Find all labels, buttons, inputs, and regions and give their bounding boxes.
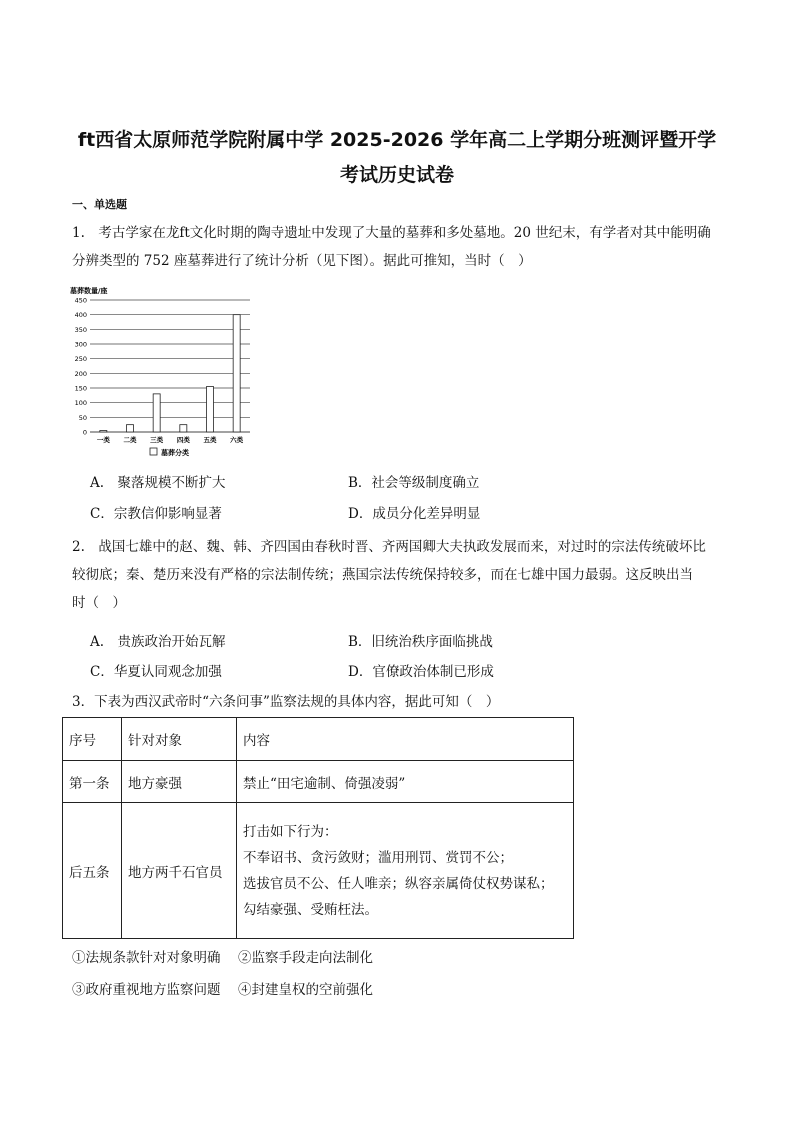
y-tick-label: 100	[74, 399, 87, 408]
q3-statement-2: ②监察手段走向法制化	[238, 950, 373, 966]
q2-stem-line1: 2. 战国七雄中的赵、魏、韩、齐四国由春秋时晋、齐两国卿大夫执政发展而来，对过时的宗法传统破坏比	[72, 539, 706, 555]
table-row	[63, 803, 574, 939]
q2-stem-line3: 时（ ）	[72, 595, 126, 611]
chart-y-ticks	[75, 297, 87, 437]
q3-statement-1: ①法规条款针对对象明确	[72, 950, 221, 966]
x-tick-label: 四类	[176, 436, 190, 444]
bar	[207, 387, 214, 432]
q2-option-b[interactable]: B．旧统治秩序面临挑战	[348, 634, 493, 650]
x-tick-label: 三类	[150, 436, 164, 444]
q1-stem-line2: 分辨类型的 752 座墓葬进行了统计分析（见下图）。据此可推知，当时（ ）	[72, 253, 532, 269]
x-tick-label: 六类	[230, 436, 244, 444]
y-tick-label: 50	[78, 413, 87, 422]
legend-label: 墓葬分类	[161, 449, 189, 457]
x-tick-label: 五类	[203, 436, 217, 444]
table-cell-target: 地方两千石官员	[122, 803, 237, 939]
tomb-bar-chart	[68, 284, 268, 464]
bar	[127, 425, 134, 432]
exam-title-line1: ft西省太原师范学院附属中学 2025-2026 学年高二上学期分班测评暨开学	[77, 129, 717, 151]
chart-x-ticks	[97, 435, 244, 444]
y-tick-label: 0	[82, 428, 87, 437]
x-tick-label: 一类	[96, 436, 110, 444]
y-tick-label: 150	[74, 384, 87, 393]
content-line: 打击如下行为：	[243, 823, 338, 840]
q1-stem	[72, 219, 722, 275]
exam-title-line2: 考试历史试卷	[339, 164, 454, 186]
y-tick-label: 300	[74, 340, 87, 349]
content-line: 选拔官员不公、任人唯亲；纵容亲属倚仗权势谋私；	[243, 875, 554, 892]
q1-option-d[interactable]: D．成员分化差异明显	[348, 506, 481, 522]
q3-statement-4: ④封建皇权的空前强化	[238, 982, 373, 998]
table-header-target: 针对对象	[122, 718, 237, 761]
q2-option-c[interactable]: C．华夏认同观念加强	[90, 664, 222, 680]
q3-statement-3: ③政府重视地方监察问题	[72, 982, 221, 998]
q1-option-b[interactable]: B．社会等级制度确立	[348, 475, 480, 491]
table-header-row	[63, 718, 574, 761]
y-tick-label: 200	[74, 369, 87, 378]
y-tick-label: 400	[74, 311, 87, 320]
q2-stem-line2: 较彻底；秦、楚历来没有严格的宗法制传统；燕国宗法传统保持较多，而在七雄中国力最弱。这反映出当	[72, 567, 693, 583]
section-heading: 一、单选题	[72, 198, 127, 211]
content-line: 勾结豪强、受贿枉法。	[243, 901, 378, 918]
q3-stem: 3．下表为西汉武帝时“六条问事”监察法规的具体内容，据此可知（ ）	[72, 694, 500, 710]
chart-y-axis-label: 墓葬数量/座	[70, 287, 108, 295]
table-cell-content: 禁止“田宅逾制、倚强凌弱”	[237, 761, 574, 803]
bar	[180, 425, 187, 432]
bar	[233, 315, 240, 432]
y-tick-label: 450	[74, 296, 87, 305]
table-cell-content	[237, 803, 574, 939]
bar	[153, 394, 160, 432]
y-tick-label: 350	[74, 325, 87, 334]
q2-stem	[72, 533, 722, 617]
content-line: 不奉诏书、贪污敛财；滥用刑罚、赏罚不公；	[243, 849, 513, 866]
legend-swatch	[150, 448, 157, 455]
table-header-seq: 序号	[63, 718, 122, 761]
q2-option-d[interactable]: D．官僚政治体制已形成	[348, 664, 494, 680]
table-cell-target: 地方豪强	[122, 761, 237, 803]
q2-option-a[interactable]: A. 贵族政治开始瓦解	[90, 634, 226, 650]
q1-option-c[interactable]: C．宗教信仰影响显著	[90, 506, 222, 522]
chart-grid	[90, 300, 250, 432]
q1-stem-line1: 1. 考古学家在龙ft文化时期的陶寺遗址中发现了大量的墓葬和多处墓地。20 世纪末，有学者对其中能明确	[72, 225, 711, 241]
table-header-content: 内容	[237, 718, 574, 761]
x-tick-label: 二类	[123, 436, 137, 444]
six-articles-table	[62, 717, 574, 939]
y-tick-label: 250	[74, 355, 87, 364]
q1-option-a[interactable]: A. 聚落规模不断扩大	[90, 475, 226, 491]
table-cell-seq: 后五条	[63, 803, 122, 939]
bar	[100, 431, 107, 432]
table-cell-seq: 第一条	[63, 761, 122, 803]
chart-legend	[150, 448, 189, 457]
table-row	[63, 761, 574, 803]
